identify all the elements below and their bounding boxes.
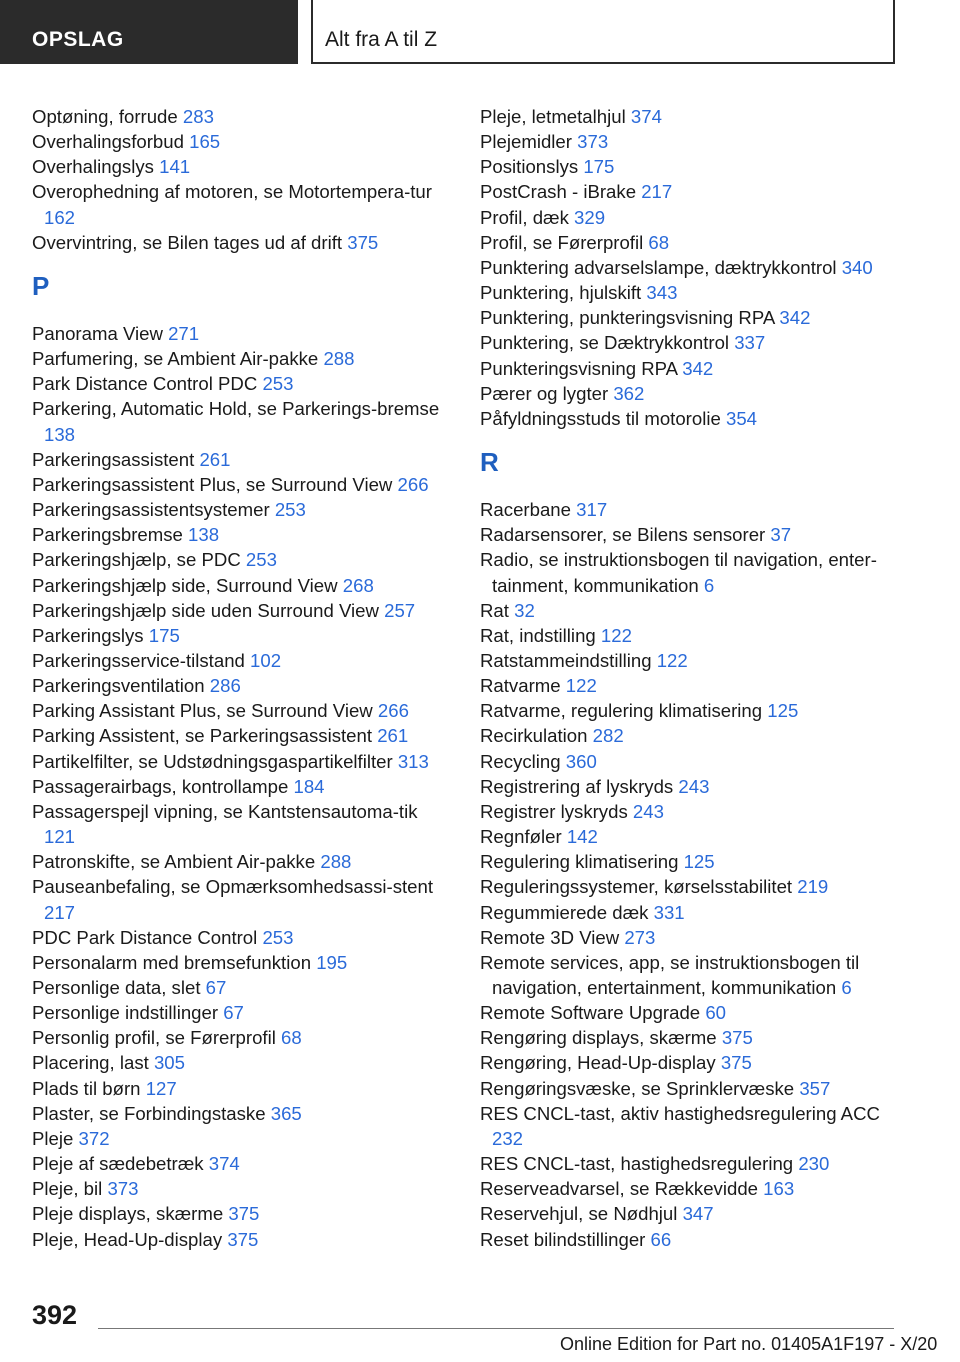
- page-reference-link[interactable]: 261: [199, 448, 231, 470]
- index-entry: [480, 1176, 900, 1201]
- page-reference-link[interactable]: 253: [245, 549, 277, 571]
- index-entry: [480, 1151, 900, 1176]
- index-entry: [480, 1076, 900, 1101]
- index-entry: [480, 1227, 900, 1252]
- page-reference-link[interactable]: 342: [779, 307, 811, 329]
- index-term: Reservehjul, se Nødhjul: [480, 1203, 678, 1225]
- index-entry: [32, 522, 447, 547]
- page-reference-link[interactable]: 305: [153, 1052, 185, 1074]
- page-reference-link[interactable]: 165: [189, 131, 221, 153]
- index-entry: [32, 925, 447, 950]
- index-entry: [480, 1025, 900, 1050]
- page-reference-link[interactable]: 374: [208, 1153, 240, 1175]
- page-reference-link[interactable]: 125: [683, 851, 715, 873]
- page-reference-link[interactable]: 162: [44, 206, 76, 228]
- index-entry: [32, 129, 447, 154]
- index-term: Parkeringsassistent: [32, 448, 195, 470]
- page-reference-link[interactable]: 232: [492, 1127, 524, 1149]
- page-reference-link[interactable]: 175: [583, 156, 615, 178]
- index-term: Patronskifte, se Ambient Air-pakke: [32, 851, 316, 873]
- index-entry: [32, 749, 447, 774]
- index-term: Park Distance Control PDC: [32, 373, 258, 395]
- page-reference-link[interactable]: 373: [107, 1178, 139, 1200]
- section-tab: [0, 0, 298, 64]
- page-reference-link[interactable]: 375: [228, 1203, 260, 1225]
- index-term: Profil, dæk: [480, 206, 569, 228]
- index-term: Parkeringsassistentsystemer: [32, 499, 270, 521]
- page-reference-link[interactable]: 6: [841, 977, 852, 998]
- page-reference-link[interactable]: 273: [624, 926, 656, 948]
- index-term: Remote Software Upgrade: [480, 1002, 701, 1024]
- index-term: Registrering af lyskryds: [480, 775, 674, 797]
- index-term: Punktering, hjulskift: [480, 282, 642, 304]
- index-term: Rengøringsvæske, se Sprinklervæske: [480, 1077, 795, 1099]
- index-column-right: [480, 104, 900, 1252]
- index-term: Punktering, se Dæktrykkontrol: [480, 332, 730, 354]
- page-reference-link[interactable]: 375: [227, 1228, 259, 1250]
- index-entry: [480, 497, 900, 522]
- index-entry: [480, 673, 900, 698]
- page-reference-link[interactable]: 122: [656, 649, 688, 671]
- index-entry: [32, 104, 447, 129]
- index-term: Overhalingsforbud: [32, 131, 184, 153]
- page-number: 392: [32, 1300, 78, 1330]
- index-entry: [32, 497, 447, 522]
- index-term: Parkeringshjælp, se PDC: [32, 549, 241, 571]
- index-entry: [480, 698, 900, 723]
- index-entry: [480, 648, 900, 673]
- index-term: Overophedning af motoren, se Motortempera-tur: [32, 181, 432, 203]
- index-entry: [32, 623, 447, 648]
- index-entry: [480, 598, 900, 623]
- index-entry: [32, 1101, 447, 1126]
- index-entry: [480, 723, 900, 748]
- index-entry: [480, 255, 900, 280]
- index-entry: [480, 205, 900, 230]
- index-entry: [480, 230, 900, 255]
- page-reference-link[interactable]: 374: [630, 106, 662, 127]
- index-entry: [480, 874, 900, 899]
- page-reference-link[interactable]: 253: [274, 499, 306, 521]
- page-reference-link[interactable]: 340: [841, 256, 873, 278]
- page-reference-link[interactable]: 67: [223, 1002, 244, 1024]
- index-entry: [32, 179, 447, 229]
- page-reference-link[interactable]: 288: [323, 348, 355, 370]
- page-reference-link[interactable]: 230: [798, 1153, 830, 1175]
- index-entry: [32, 547, 447, 572]
- index-entry: [32, 154, 447, 179]
- index-entry: [32, 849, 447, 874]
- index-term: Personalarm med bremsefunktion: [32, 951, 312, 973]
- index-term: Plaster, se Forbindingstaske: [32, 1102, 266, 1124]
- index-term: Parkeringsservice-tilstand: [32, 649, 245, 671]
- index-entry: [32, 1050, 447, 1075]
- index-entry: [480, 1101, 900, 1151]
- index-term: Punktering advarselslampe, dæktrykkontrol: [480, 256, 837, 278]
- index-term: Panorama View: [32, 322, 163, 344]
- page-reference-link[interactable]: 142: [566, 826, 598, 848]
- index-entry: [480, 381, 900, 406]
- index-term: Registrer lyskryds: [480, 800, 628, 822]
- index-entry: [32, 321, 447, 346]
- index-term: Parkeringslys: [32, 624, 144, 646]
- page-reference-link[interactable]: 217: [641, 181, 673, 203]
- chapter-title: Alt fra A til Z: [325, 28, 438, 51]
- index-term: Pleje, Head-Up-display: [32, 1228, 223, 1250]
- index-term: Parkeringsbremse: [32, 524, 183, 546]
- index-term: Pleje af sædebetræk: [32, 1153, 204, 1175]
- index-entry: [32, 723, 447, 748]
- index-term: PostCrash - iBrake: [480, 181, 637, 203]
- page-reference-link[interactable]: 331: [653, 901, 685, 923]
- index-term: Parkeringsassistent Plus, se Surround View: [32, 473, 393, 495]
- page-reference-link[interactable]: 343: [646, 282, 678, 304]
- index-entry: [480, 547, 900, 597]
- index-entry: [32, 598, 447, 623]
- index-term: Passagerairbags, kontrollampe: [32, 775, 289, 797]
- index-term: RES CNCL-tast, aktiv hastighedsregulering ACC: [480, 1102, 880, 1124]
- page-reference-link[interactable]: 184: [293, 775, 325, 797]
- page-reference-link[interactable]: 354: [725, 407, 758, 429]
- page-reference-link[interactable]: 163: [763, 1178, 795, 1200]
- page-reference-link[interactable]: 342: [682, 357, 714, 379]
- page-reference-link[interactable]: 125: [767, 700, 799, 722]
- index-term: Pærer og lygter: [480, 382, 609, 404]
- index-entry: [32, 1076, 447, 1101]
- page-reference-link[interactable]: 375: [347, 231, 379, 253]
- page-reference-link[interactable]: 347: [682, 1203, 714, 1225]
- chapter-header: [311, 0, 895, 64]
- index-entry: [32, 1025, 447, 1050]
- index-term: Pleje displays, skærme: [32, 1203, 224, 1225]
- index-term: Personlige indstillinger: [32, 1002, 219, 1024]
- page-reference-link[interactable]: 243: [678, 775, 710, 797]
- index-term: Personlige data, slet: [32, 977, 201, 998]
- index-entry: [480, 356, 900, 381]
- page-reference-link[interactable]: 127: [145, 1077, 177, 1099]
- index-term: Plads til børn: [32, 1077, 141, 1099]
- index-term: Racerbane: [480, 499, 571, 521]
- index-entry: [32, 673, 447, 698]
- index-term: Remote 3D View: [480, 926, 620, 948]
- index-term: Rat: [480, 599, 509, 621]
- index-term: Parkeringsventilation: [32, 675, 205, 697]
- index-entry: [480, 849, 900, 874]
- page-reference-link[interactable]: 266: [397, 473, 429, 495]
- header-separator: [298, 0, 311, 64]
- page-reference-link[interactable]: 138: [188, 524, 220, 546]
- page-reference-link[interactable]: 365: [270, 1102, 302, 1124]
- page-reference-link[interactable]: 373: [577, 131, 609, 153]
- index-letter-heading: R: [480, 447, 499, 478]
- index-entry: [32, 874, 447, 924]
- index-term: Ratvarme: [480, 675, 561, 697]
- index-term: Pleje, bil: [32, 1178, 103, 1200]
- page-reference-link[interactable]: 195: [316, 951, 348, 973]
- index-term: Remote services, app, se instruktionsbogen til navigation, entertainment, kommunikation: [480, 951, 860, 998]
- page-reference-link[interactable]: 121: [44, 826, 76, 848]
- index-entry: [32, 975, 447, 1000]
- index-term: Rat, indstilling: [480, 624, 596, 646]
- index-entry: [480, 305, 900, 330]
- index-term: Reset bilindstillinger: [480, 1228, 646, 1250]
- page-reference-link[interactable]: 317: [576, 499, 608, 521]
- index-entry: [480, 749, 900, 774]
- index-term: Ratstammeindstilling: [480, 649, 652, 671]
- index-term: Parfumering, se Ambient Air-pakke: [32, 348, 319, 370]
- index-entry: [32, 698, 447, 723]
- index-term: Pleje, letmetalhjul: [480, 106, 626, 127]
- page-reference-link[interactable]: 60: [705, 1002, 726, 1024]
- index-entry: [32, 950, 447, 975]
- page-reference-link[interactable]: 68: [648, 231, 670, 253]
- index-entry: [480, 104, 900, 129]
- index-entry: [32, 1227, 447, 1252]
- index-term: Pauseanbefaling, se Opmærksomhedsassi-stent: [32, 876, 434, 898]
- page-reference-link[interactable]: 329: [574, 206, 606, 228]
- index-term: Recirkulation: [480, 725, 588, 747]
- page-reference-link[interactable]: 337: [734, 332, 766, 354]
- index-letter-heading: P: [32, 270, 50, 301]
- index-term: Placering, last: [32, 1052, 149, 1074]
- index-term: Parkeringshjælp side uden Surround View: [32, 599, 379, 621]
- index-column-left: [32, 104, 447, 1252]
- page-reference-link[interactable]: 6: [703, 574, 715, 596]
- index-term: Reguleringssystemer, kørselsstabilitet: [480, 876, 793, 898]
- index-entry: [480, 129, 900, 154]
- page-reference-link[interactable]: 268: [342, 574, 374, 596]
- index-term: Positionslys: [480, 156, 579, 178]
- index-term: Rengøring, Head-Up-display: [480, 1052, 716, 1074]
- index-term: Reserveadvarsel, se Rækkevidde: [480, 1178, 758, 1200]
- page-reference-link[interactable]: 257: [384, 599, 416, 621]
- page-reference-link[interactable]: 68: [281, 1027, 302, 1049]
- page-reference-link[interactable]: 32: [514, 599, 535, 621]
- index-entry: [480, 522, 900, 547]
- index-entry: [480, 406, 900, 431]
- index-entry: [480, 900, 900, 925]
- page-reference-link[interactable]: 175: [148, 624, 180, 646]
- index-term: Regummierede dæk: [480, 901, 649, 923]
- page-reference-link[interactable]: 219: [797, 876, 829, 898]
- index-term: Parkering, Automatic Hold, se Parkerings-bremse: [32, 398, 440, 420]
- index-entry: [480, 280, 900, 305]
- index-entry: [480, 330, 900, 355]
- index-entry: [480, 1000, 900, 1025]
- page-reference-link[interactable]: 37: [770, 524, 792, 546]
- index-entry: [32, 573, 447, 598]
- index-entry: [480, 1201, 900, 1226]
- page-reference-link[interactable]: 375: [720, 1052, 752, 1074]
- index-entry: [32, 774, 447, 799]
- index-entry: [32, 230, 447, 255]
- index-entry: [480, 179, 900, 204]
- index-term: Partikelfilter, se Udstødningsgaspartikelfilter: [32, 750, 393, 772]
- page-reference-link[interactable]: 141: [159, 156, 191, 178]
- page-reference-link[interactable]: 217: [44, 901, 76, 923]
- index-term: Optøning, forrude: [32, 106, 178, 127]
- page-reference-link[interactable]: 362: [613, 382, 645, 404]
- page-reference-link[interactable]: 283: [182, 106, 214, 127]
- index-term: Påfyldningsstuds til motorolie: [480, 407, 721, 429]
- page-reference-link[interactable]: 122: [600, 624, 632, 646]
- page-reference-link[interactable]: 253: [262, 373, 294, 395]
- index-term: Pleje: [32, 1127, 74, 1149]
- index-entry: [32, 1151, 447, 1176]
- index-entry: [32, 1000, 447, 1025]
- index-entry: [480, 774, 900, 799]
- index-entry: [32, 1126, 447, 1151]
- index-entry: [480, 154, 900, 179]
- index-entry: [32, 648, 447, 673]
- index-entry: [32, 1201, 447, 1226]
- page-reference-link[interactable]: 282: [592, 725, 624, 747]
- index-term: Radarsensorer, se Bilens sensorer: [480, 524, 766, 546]
- index-term: Overhalingslys: [32, 156, 154, 178]
- index-term: Punkteringsvisning RPA: [480, 357, 678, 379]
- edition-note: Online Edition for Part no. 01405A1F197 - X/20: [560, 1334, 938, 1354]
- index-term: Parking Assistant Plus, se Surround View: [32, 700, 373, 722]
- index-entry: [480, 623, 900, 648]
- page-reference-link[interactable]: 286: [209, 675, 241, 697]
- page-reference-link[interactable]: 261: [377, 725, 409, 747]
- page-reference-link[interactable]: 357: [799, 1077, 831, 1099]
- page-reference-link[interactable]: 243: [632, 800, 664, 822]
- index-entry: [32, 1176, 447, 1201]
- index-term: Plejemidler: [480, 131, 572, 153]
- index-entry: [32, 371, 447, 396]
- page-reference-link[interactable]: 313: [397, 750, 429, 772]
- index-entry: [32, 447, 447, 472]
- index-term: Regnføler: [480, 826, 562, 848]
- footer-rule: [98, 1328, 894, 1329]
- page-reference-link[interactable]: 66: [650, 1228, 672, 1250]
- page-reference-link[interactable]: 372: [78, 1127, 110, 1149]
- index-entry: [32, 396, 447, 446]
- page-reference-link[interactable]: 288: [320, 851, 352, 873]
- index-term: Rengøring displays, skærme: [480, 1027, 717, 1049]
- page-reference-link[interactable]: 360: [565, 750, 597, 772]
- page-reference-link[interactable]: 67: [205, 977, 227, 998]
- index-entry: [32, 472, 447, 497]
- index-term: Recycling: [480, 750, 561, 772]
- index-entry: [480, 925, 900, 950]
- index-entry: [480, 1050, 900, 1075]
- index-term: Passagerspejl vipning, se Kantstensautoma-tik: [32, 800, 418, 822]
- index-term: Parking Assistent, se Parkeringsassistent: [32, 725, 373, 747]
- index-entry: [480, 824, 900, 849]
- index-term: Ratvarme, regulering klimatisering: [480, 700, 763, 722]
- index-entry: [480, 950, 900, 1000]
- page-reference-link[interactable]: 271: [168, 322, 200, 344]
- page-reference-link[interactable]: 266: [377, 700, 409, 722]
- page-reference-link[interactable]: 253: [262, 926, 294, 948]
- page-reference-link[interactable]: 138: [44, 423, 76, 445]
- index-term: Regulering klimatisering: [480, 851, 679, 873]
- index-term: Personlig profil, se Førerprofil: [32, 1027, 276, 1049]
- index-term: PDC Park Distance Control: [32, 926, 258, 948]
- index-entry: [480, 799, 900, 824]
- index-term: Parkeringshjælp side, Surround View: [32, 574, 338, 596]
- index-term: Punktering, punkteringsvisning RPA: [480, 307, 775, 329]
- page-reference-link[interactable]: 122: [565, 675, 597, 697]
- index-entry: [32, 346, 447, 371]
- index-term: Overvintring, se Bilen tages ud af drift: [32, 231, 343, 253]
- section-label: OPSLAG: [32, 28, 124, 51]
- index-term: Radio, se instruktionsbogen til navigation, enter-tainment, kommunikation: [480, 549, 877, 596]
- index-term: Profil, se Førerprofil: [480, 231, 644, 253]
- index-entry: [32, 799, 447, 849]
- page-reference-link[interactable]: 375: [721, 1027, 753, 1049]
- index-term: RES CNCL-tast, hastighedsregulering: [480, 1153, 794, 1175]
- page-reference-link[interactable]: 102: [250, 649, 282, 671]
